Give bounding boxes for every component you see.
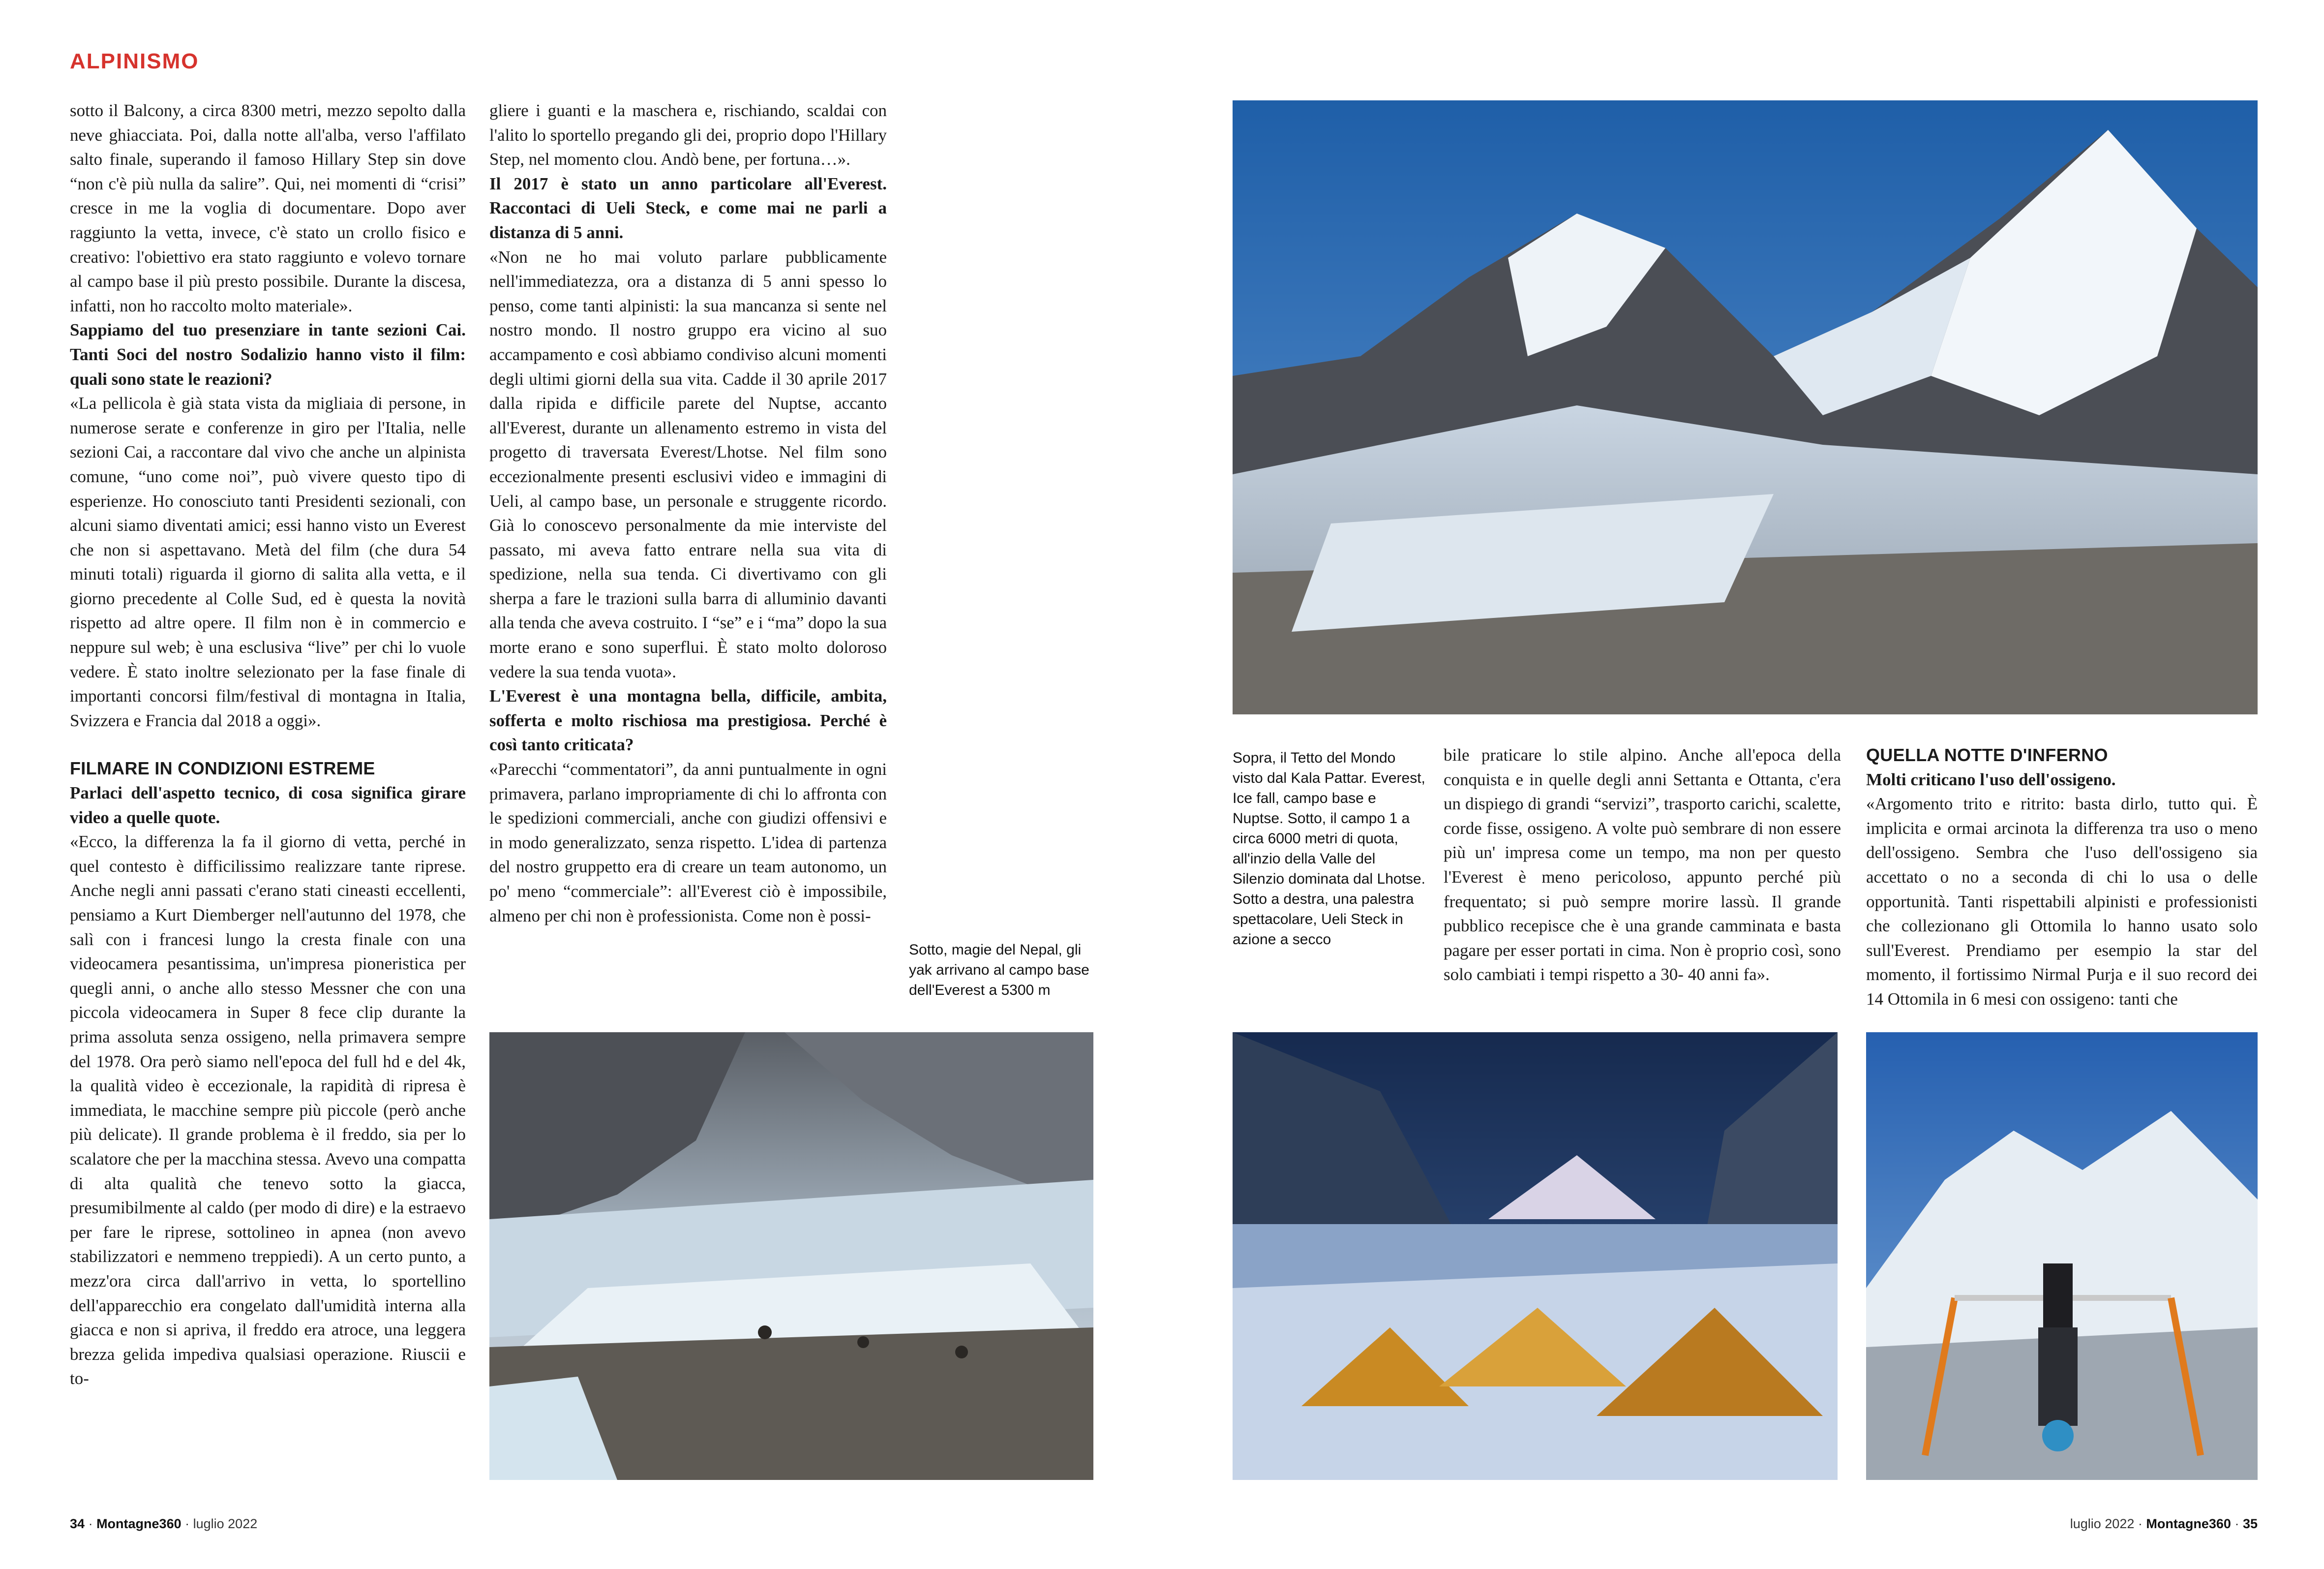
ueli-steck-bar-photo [1866,1032,2258,1480]
page-number: 34 [70,1516,85,1531]
folio-right: luglio 2022 · Montagne360 · 35 [2070,1516,2258,1531]
interview-question: Molti criticano l'uso dell'ossigeno. [1866,769,2116,789]
interview-question: Il 2017 è stato un anno particolare all'Everest. Raccontaci di Ueli Steck, e come mai ne parli a distanza di 5 anni. [489,174,887,242]
photo-caption-everest: Sopra, il Tetto del Mondo visto dal Kala Pattar. Everest, Ice fall, campo base e Nuptse. Sotto, il campo 1 a circa 6000 metri di quota, all'inzio della Valle del Silenzio dominata dal Lhotse. Sotto a destra, una palestra spettacolare, Ueli Steck in azione a secco [1233,750,1425,948]
body-paragraph: «Ecco, la differenza la fa il giorno di vetta, perché in quel contesto è difficilissimo realizzare tante riprese. Anche negli anni passati c'erano stati cineasti eccellenti, pensiamo a Kurt Diemberger nell'autunno del 1978, che salì con i francesi lungo la cresta finale con una videocamera pesantissima, un'impresa pioneristica per quegli anni, o anche allo stesso Messner che con una piccola videocamera in Super 8 fece clip durante la prima assoluta senza ossigeno, nella primavera sempre del 1978. Ora però siamo nell'epoca del full hd e del 4k, la qualità video è eccezionale, la rapidità di ripresa è immediata, le macchine sempre più piccole (però anche più delicate). Il grande problema è il freddo, sia per lo scalatore che per la macchina stessa. Avevo una compatta di alta qualità che tenevo sotto la giacca, presumibilmente al caldo (per modo di dire) e la estraevo per fare le riprese, sottolineo in apnea (non avevo stabilizzatori e nemmeno treppiedi). A un certo punto, a mezz'ora circa dall'arrivo in vetta, lo sportellino dell'apparecchio era congelato dall'umidità interna alla giacca e non si apriva, il freddo era atroce, una leggera brezza gelida impediva qualsiasi operazione. Riuscii e to- [70,832,466,1388]
photo-caption-yaks: Sotto, magie del Nepal, gli yak arrivano al campo base dell'Everest a 5300 m [909,942,1089,998]
mountain-photo-icon [1233,100,2258,714]
magazine-name: Montagne360 [2146,1516,2231,1531]
issue-date: luglio 2022 [193,1516,258,1531]
body-paragraph: «Non ne ho mai voluto parlare pubblicamente nell'immediatezza, ora a distanza di 5 anni spesso lo penso, come tanti alpinisti: la sua mancanza si sente nel nostro mondo. Il nostro gruppo era vicino al suo accampamento e così abbiamo condiviso alcuni momenti degli ultimi giorni della sua vita. Cadde il 30 aprile 2017 dalla ripida e difficile parete del Nuptse, accanto all'Everest, durante un allenamento estremo in vista del progetto di traversata Everest/Lhotse. Nel film sono eccezionalmente presenti esclusivi video e immagini di Ueli, al campo base, un personale e struggente ricordo. Già lo conoscevo personalmente da mie interviste del passato, mi aveva fatto entrare nella sua vita di spedizione, nella sua tenda. Ci divertivamo con gli sherpa a fare le trazioni sulla barra di alluminio davanti alla tenda che aveva costruito. I “se” e i “ma” dopo la sua morte erano e sono superflui. È stato molto doloroso vedere la sua tenda vuota». [489,247,887,681]
climber-photo-icon [1866,1032,2258,1480]
subheading: QUELLA NOTTE D'INFERNO [1866,745,2108,765]
body-paragraph: gliere i guanti e la maschera e, rischiando, scaldai con l'alito lo sportello pregando gli dei, proprio dopo l'Hillary Step, nel momento clou. Andò bene, per fortuna…». [489,101,887,169]
body-paragraph: «La pellicola è già stata vista da migliaia di persone, in numerose serate e conferenze in giro per l'Italia, nelle sezioni Cai, a raccontare dal vivo che anche un alpinista comune, “uno come noi”, può vivere questo tipo di esperienze. Ho conosciuto tanti Presidenti sezionali, con alcuni siamo diventati amici; essi hanno visto un Everest che non si aspettavano. Metà del film (che dura 54 minuti totali) riguarda il giorno di salita alla vetta, e il giorno precedente al Colle Sud, ed è questa la novità rispetto ad altre opere. Il film non è in commercio e neppure sul web; è una esclusiva “live” per chi lo vuole vedere. È stato inoltre selezionato per la fase finale di importanti concorsi film/festival di montagna in Italia, Svizzera e Francia dal 2018 a oggi». [70,394,466,730]
interview-question: Sappiamo del tuo presenziare in tante sezioni Cai. Tanti Soci del nostro Sodalizio hanno visto il film: quali sono state le reazioni? [70,320,466,389]
body-paragraph: «Parecchi “commentatori”, da anni puntualmente in ogni primavera, parlano impropriamente di chi lo affronta con le spedizioni commerciali, anche con giudizi offensivi e in modo generalizzato, senza rispetto. L'idea di partenza del nostro gruppetto era di creare un team autonomo, un po' meno “commerciale”: all'Everest ciò è impossibile, almeno per chi non è professionista. Come non è possi- [489,760,887,925]
left-page-column-1 [70,98,466,1501]
base-camp-yaks-photo [489,1032,1093,1480]
glacier-photo-icon [489,1032,1093,1480]
magazine-name: Montagne360 [96,1516,181,1531]
issue-date: luglio 2022 [2070,1516,2135,1531]
camp-one-night-photo [1233,1032,1838,1480]
right-page-column-1 [1444,743,1841,1018]
section-label: ALPINISMO [70,49,199,73]
folio-left: 34 · Montagne360 · luglio 2022 [70,1516,258,1531]
body-paragraph: «Argomento trito e ritrito: basta dirlo, tutto qui. È implicita e ormai arcinota la differenza tra uso o meno dell'ossigeno. Sembra che l'uso dell'ossigeno sia accettato o no a seconda di chi lo usa o delle opportunità. Tanti rispettabili alpinisti e professionisti che collezionano gli Ottomila lo hanno usato solo sull'Everest. Prendiamo per esempio la star del momento, il fortissimo Nirmal Purja e il suo record dei 14 Ottomila in 6 mesi con ossigeno: tanti che [1866,794,2258,1009]
interview-question: L'Everest è una montagna bella, difficile, ambita, sofferta e molto rischiosa ma prestigiosa. Perché è così tanto criticata? [489,686,887,755]
page-number: 35 [2242,1516,2258,1531]
everest-panorama-photo [1233,100,2258,714]
body-paragraph: bile praticare lo stile alpino. Anche all'epoca della conquista e in quelle degli anni Settanta e Ottanta, c'era un dispiego di grandi “servizi”, trasporto carichi, scalette, corde fisse, ossigeno. A volte può sembrare di non essere più un' impresa come un tempo, ma non per questo l'Everest è meno pericoloso, appunto perché più frequentato; si può sempre morire lassù. Il grande pubblico recepisce che è una grande camminata e basta pagare per esser portati in cima. Non è proprio così, sono solo cambiati i tempi rispetto a 30- 40 anni fa». [1444,745,1841,984]
body-paragraph: sotto il Balcony, a circa 8300 metri, mezzo sepolto dalla neve ghiacciata. Poi, dalla notte all'alba, verso l'affilato salto finale, superando il famoso Hillary Step sin dove “non c'è più nulla da salire”. Qui, nei momenti di “crisi” cresce in me la voglia di documentare. Dopo aver raggiunto la vetta, invece, c'è stato un crollo fisico e creativo: l'obiettivo era stato raggiunto e volevo tornare al campo base il più presto possibile. Durante la discesa, infatti, non ho raccolto molto materiale». [70,101,466,315]
left-page-column-2 [489,98,887,1018]
subheading: FILMARE IN CONDIZIONI ESTREME [70,758,375,779]
right-page-column-2 [1866,743,2258,1018]
interview-question: Parlaci dell'aspetto tecnico, di cosa significa girare video a quelle quote. [70,783,466,827]
tents-photo-icon [1233,1032,1838,1480]
